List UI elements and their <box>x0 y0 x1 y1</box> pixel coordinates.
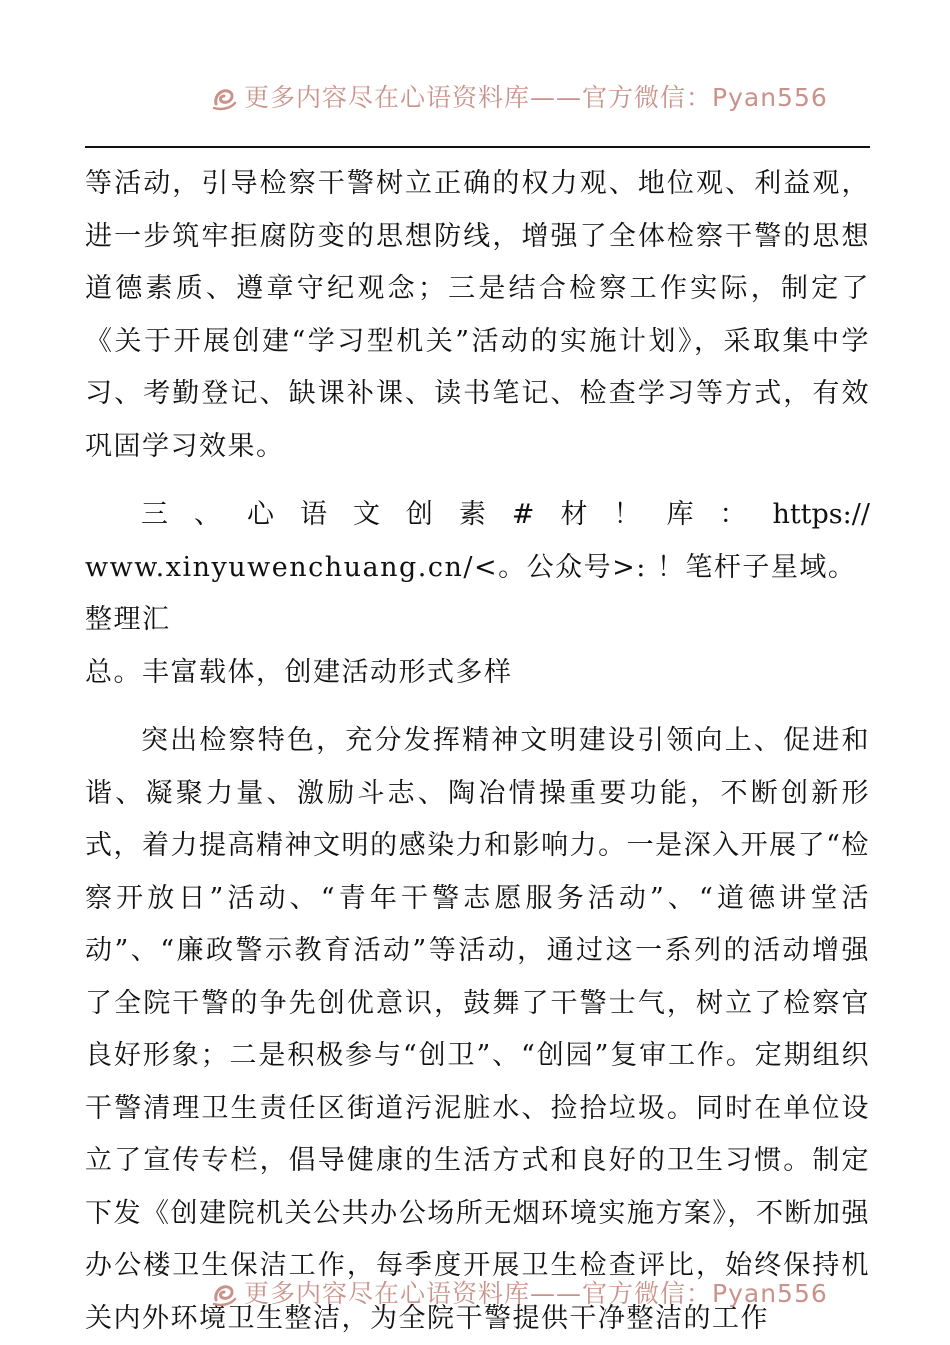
paragraph-continued: 等活动，引导检察干警树立正确的权力观、地位观、利益观，进一步筑牢拒腐防变的思想防线，增强了全体检察干警的思想道德素质、遵章守纪观念；三是结合检察工作实际，制定了《关于开展创建“学习型机关”活动的实施计划》，采取集中学习、考勤登记、缺课补课、读书笔记、检查学习等方式，有效巩固学习效果。 <box>85 168 870 462</box>
swirl-logo-icon <box>210 1280 238 1308</box>
swirl-logo-icon <box>210 84 238 112</box>
paragraph-activities: 突出检察特色，充分发挥精神文明建设引领向上、促进和谐、凝聚力量、激励斗志、陶冶情操重要功能，不断创新形式，着力提高精神文明的感染力和影响力。一是深入开展了“检察开放日”活动、“青年干警志愿服务活动”、“道德讲堂活动”、“廉政警示教育活动”等活动，通过这一系列的活动增强了全院干警的争先创优意识，鼓舞了干警士气，树立了检察官良好形象；二是积极参与“创卫”、“创园”复审工作。定期组织干警清理卫生责任区街道污泥脏水、捡拾垃圾。同时在单位设立了宣传专栏，倡导健康的生活方式和良好的卫生习惯。制定下发《创建院机关公共办公场所无烟环境实施方案》，不断加强办公楼卫生保洁工作，每季度开展卫生检查评比，始终保持机关内外环境卫生整洁，为全院干警提供干净整洁的工作 <box>85 725 870 1334</box>
heading-char: 文 <box>352 499 380 530</box>
heading-char: https:// <box>772 499 870 530</box>
heading-line-1 <box>85 489 870 542</box>
heading-char: 材 <box>560 499 588 530</box>
heading-char: 语 <box>299 499 327 530</box>
heading-char: 创 <box>405 499 433 530</box>
section-heading <box>85 489 870 699</box>
header-divider <box>85 146 870 148</box>
heading-char: # <box>511 499 535 530</box>
heading-line-2: www.xinyuwenchuang.cn/<。公众号>: ！笔杆子星域。整理汇 <box>85 551 857 635</box>
watermark-text: 更多内容尽在心语资料库——官方微信：Pyan556 <box>244 83 828 112</box>
watermark-bottom <box>0 1268 950 1308</box>
heading-char: 、 <box>193 499 221 530</box>
document-body <box>85 158 870 1345</box>
heading-line-3: 总。丰富载体，创建活动形式多样 <box>85 656 513 688</box>
heading-char: 心 <box>246 499 274 530</box>
heading-char: ： <box>719 499 747 530</box>
watermark-text: 更多内容尽在心语资料库——官方微信：Pyan556 <box>244 1279 828 1308</box>
heading-char: ！ <box>613 499 641 530</box>
heading-char: 库 <box>666 499 694 530</box>
heading-char: 素 <box>458 499 486 530</box>
watermark-top <box>0 72 950 112</box>
heading-char: 三 <box>141 499 168 530</box>
